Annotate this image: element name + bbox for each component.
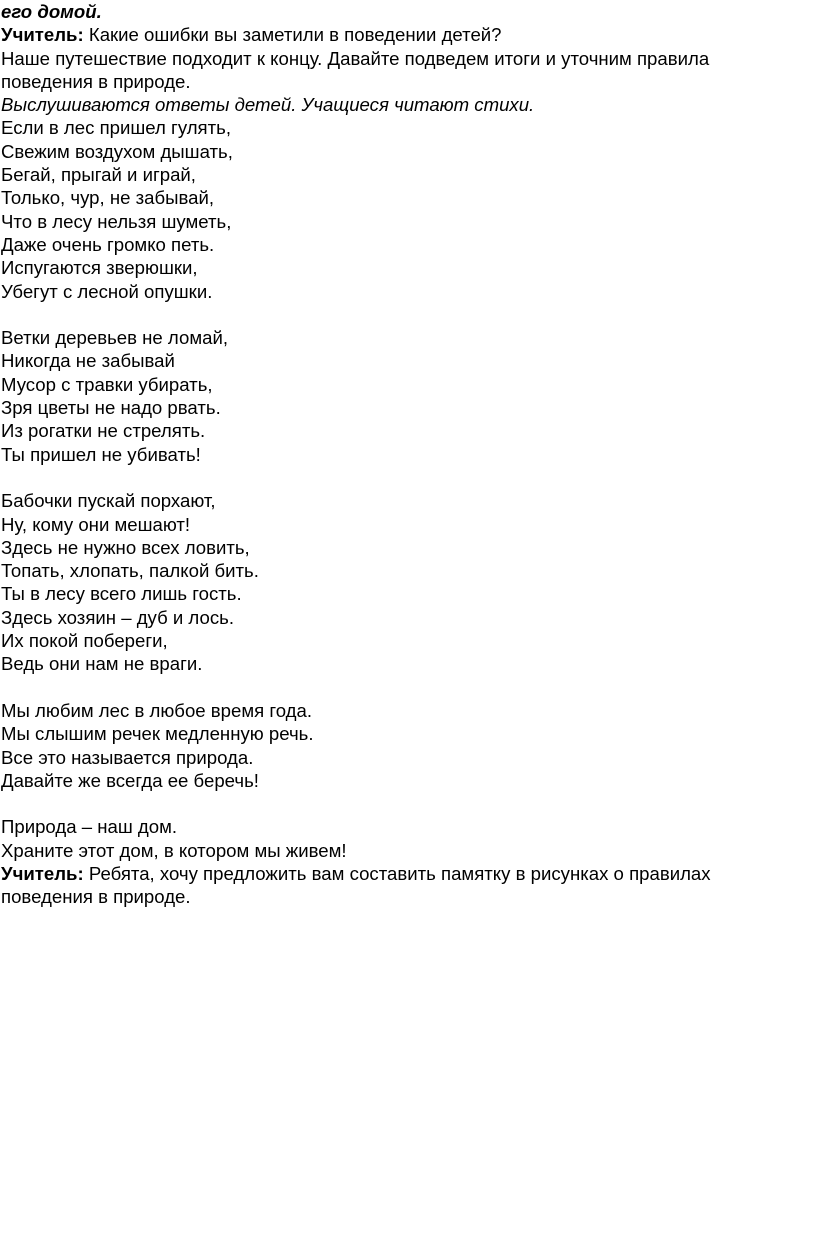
poem-line: Давайте же всегда ее беречь! xyxy=(1,769,259,791)
poem-stanza-1 xyxy=(1,116,801,302)
closing-fragment: его домой. xyxy=(1,1,102,22)
poem-line: Свежим воздухом дышать, xyxy=(1,140,233,162)
journey-line-1: Наше путешествие подходит к концу. Давайте подведем итоги и уточним правила xyxy=(1,47,710,69)
poem-line: Здесь хозяин – дуб и лось. xyxy=(1,606,234,628)
journey-line-2: поведения в природе. xyxy=(1,70,191,92)
poem-line: Топать, хлопать, палкой бить. xyxy=(1,560,259,582)
poem-stanza-3 xyxy=(1,489,801,675)
poem-line: Убегут с лесной опушки. xyxy=(1,280,213,302)
teacher-proposal-line-2: поведения в природе. xyxy=(1,886,191,908)
document-page xyxy=(1,0,801,909)
poem-line: Храните этот дом, в котором мы живем! xyxy=(1,839,347,861)
poem-stanza-5 xyxy=(1,815,801,862)
poem-line: Ветки деревьев не ломай, xyxy=(1,327,229,349)
poem-line: Здесь не нужно всех ловить, xyxy=(1,536,250,558)
poem-line: Все это называется природа. xyxy=(1,746,254,768)
poem-line: Бегай, прыгай и играй, xyxy=(1,164,196,186)
stanza-gap xyxy=(1,466,801,489)
poem-line: Что в лесу нельзя шуметь, xyxy=(1,210,232,232)
poem-line: Мы любим лес в любое время года. xyxy=(1,699,313,721)
poem-line: Из рогатки не стрелять. xyxy=(1,420,206,442)
stanza-gap xyxy=(1,792,801,815)
teacher-proposal-line xyxy=(1,862,801,885)
teacher-label: Учитель: xyxy=(1,24,84,46)
stanza-gap xyxy=(1,303,801,326)
stage-direction: Выслушиваются ответы детей. Учащиеся читают стихи. xyxy=(1,94,535,116)
teacher-question-line xyxy=(1,23,801,46)
poem-line: Мы слышим речек медленную речь. xyxy=(1,723,314,745)
poem-line: Бабочки пускай порхают, xyxy=(1,490,216,512)
poem-stanza-2 xyxy=(1,326,801,466)
teacher-question: Какие ошибки вы заметили в поведении детей? xyxy=(88,24,502,46)
poem-line: Их покой побереги, xyxy=(1,630,168,652)
stanza-gap xyxy=(1,676,801,699)
poem-line: Если в лес пришел гулять, xyxy=(1,117,231,139)
poem-line: Ведь они нам не враги. xyxy=(1,653,203,675)
poem-line: Ты в лесу всего лишь гость. xyxy=(1,583,242,605)
poem-stanza-4 xyxy=(1,699,801,792)
poem-line: Природа – наш дом. xyxy=(1,816,178,838)
teacher-label: Учитель: xyxy=(1,862,84,884)
teacher-proposal: Ребята, хочу предложить вам составить памятку в рисунках о правилах xyxy=(88,862,711,884)
poem-line: Никогда не забывай xyxy=(1,350,175,372)
poem-line: Зря цветы не надо рвать. xyxy=(1,397,221,419)
poem-line: Испугаются зверюшки, xyxy=(1,257,198,279)
poem-line: Ну, кому они мешают! xyxy=(1,513,191,535)
poem-line: Даже очень громко петь. xyxy=(1,233,215,255)
poem-line: Только, чур, не забывай, xyxy=(1,187,215,209)
poem-line: Мусор с травки убирать, xyxy=(1,373,213,395)
poem-line: Ты пришел не убивать! xyxy=(1,443,201,465)
